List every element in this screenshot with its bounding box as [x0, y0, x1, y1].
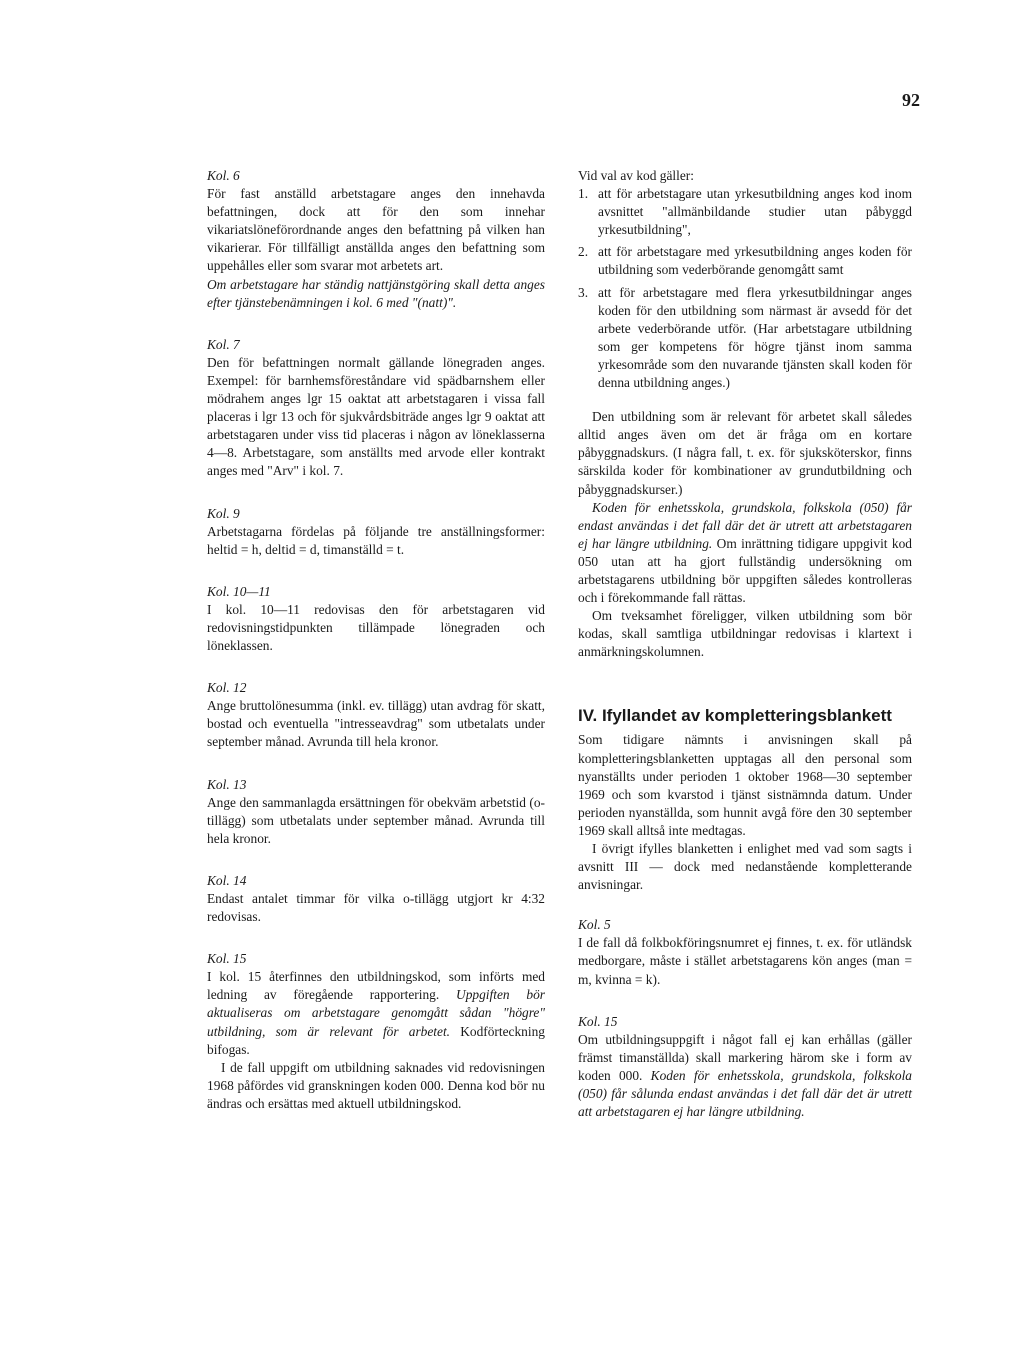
list-number: 2. — [578, 244, 589, 260]
body-text: Som tidigare nämnts i anvisningen skall på kompletteringsblanketten upptagas all den personal som nyanställts under perioden 1 oktober 1968—30 september 1969 och som kvarstod i tjänst sistnämnda datum. Under perioden nyanställda, som hunnit avgå före den 30 september 1969 skall alltså inte medtagas. — [578, 732, 912, 838]
paragraph — [578, 499, 912, 608]
body-text: I kol. 10—11 redovisas den för arbetstagaren vid redovisningstidpunkten tillämpade lönegraden och löneklassen. — [207, 601, 545, 654]
body-text: Om utbildningsuppgift i något fall ej kan erhållas (gäller främst timanställda) skall markering härom ske i form av koden 000. — [578, 1031, 912, 1083]
body-text: I de fall då folkbokföringsnumret ej finnes, t. ex. för utländsk medborgare, måste i stället arbetstagarens kön anges (man = m, kvinna = k). — [578, 935, 912, 987]
kol-section — [578, 916, 912, 988]
list-number: 1. — [578, 186, 589, 202]
paragraph — [207, 523, 545, 559]
kol-heading: Kol. 7 — [207, 336, 240, 352]
paragraph — [578, 840, 912, 894]
body-text: Ange den sammanlagda ersättningen för obekväm arbetstid (o-tillägg) som utbetalats under september månad. Avrunda till hela kronor. — [207, 794, 545, 846]
kol-section — [207, 167, 545, 312]
paragraph — [207, 276, 545, 312]
paragraph — [207, 601, 545, 655]
section-title: IV. Ifyllandet av kompletteringsblankett — [578, 706, 892, 726]
code-rules-list — [578, 185, 912, 392]
kol-section — [207, 872, 545, 926]
left-column — [207, 167, 545, 1137]
paragraph — [207, 185, 545, 275]
paragraph — [578, 731, 912, 840]
kol-heading: Kol. 15 — [207, 951, 247, 967]
italic-text: Koden för enhetsskola, grundskola, folkskola (050) får endast användas i det fall där det är utrett att arbetstagaren ej har längre utbildning. — [578, 499, 912, 551]
body-text: I övrigt ifylles blanketten i enlighet med vad som sagts i avsnitt III — dock med nedanstående kompletterande anvisningar. — [578, 841, 912, 893]
body-text: I de fall uppgift om utbildning saknades vid redovisningen 1968 påfördes vid granskningen koden 000. Denna kod bör nu ändras och ersättas med aktuell utbildningskod. — [207, 1059, 545, 1111]
kol-heading: Kol. 13 — [207, 776, 247, 792]
page-number: 92 — [902, 90, 920, 110]
section-paragraphs — [578, 731, 912, 894]
list-item — [578, 284, 912, 393]
body-text: Ange bruttolönesumma (inkl. ev. tillägg) utan avdrag för skatt, bostad och eventuella "intresseavdrag" som utbetalats under september månad. Avrunda till hela kronor. — [207, 698, 545, 750]
italic-text: Uppgiften bör aktualiseras om arbetstagare genomgått sådan "högre" utbildning, som är relevant för arbetet. — [207, 987, 545, 1039]
code-rules-intro: Vid val av kod gäller: — [578, 168, 694, 183]
paragraph — [207, 890, 545, 926]
paragraph — [578, 607, 912, 661]
kol-section — [207, 505, 545, 559]
body-text: För fast anställd arbetstagare anges den innehavda befattningen, dock att för den som innehar vikariatslöneförordnande anges den befattning på vilken han vikarierar. För tillfälligt anställda anges den befattning som uppehålles eller som svarar mot arbetets art. — [207, 186, 545, 274]
paragraph — [207, 697, 545, 751]
kol-section — [207, 776, 545, 848]
body-text: Kodförteckning bifogas. — [207, 1023, 545, 1057]
kol-heading: Kol. 14 — [207, 872, 247, 888]
body-text: Om tveksamhet föreligger, vilken utbildning som bör kodas, skall samtliga utbildningar redovisas i klartext i anmärkningskolumnen. — [578, 608, 912, 660]
paragraph — [207, 794, 545, 848]
kol-section — [207, 679, 545, 751]
list-text: att för arbetstagare utan yrkesutbildning anges kod inom avsnittet "allmänbildande studier utan påbyggd yrkesutbildning", — [598, 186, 912, 238]
paragraph — [578, 934, 912, 988]
supplementary-columns — [578, 916, 912, 1121]
italic-text: Om arbetstagare har ständig nattjänstgöring skall detta anges efter tjänstebenämningen i kol. 6 med "(natt)". — [207, 276, 545, 310]
paragraph — [207, 1059, 545, 1113]
paragraph — [207, 354, 545, 481]
kol-heading: Kol. 5 — [578, 917, 611, 933]
kol-section — [207, 336, 545, 481]
body-text: Om inrättning tidigare uppgivit kod 050 utan att ha gjort fullständig undersökning om arbetstagarens utbildning bör uppgiften således kontrolleras och i förekommande fall rättas. — [578, 535, 912, 606]
paragraph — [207, 968, 545, 1058]
body-text: Endast antalet timmar för vilka o-tillägg utgjort kr 4:32 redovisas. — [207, 891, 545, 925]
kol-section — [207, 583, 545, 655]
kol-heading: Kol. 10—11 — [207, 583, 271, 599]
education-paragraphs — [578, 408, 912, 661]
list-item — [578, 243, 912, 279]
list-item — [578, 185, 912, 239]
list-text: att för arbetstagare med yrkesutbildning anges koden för utbildning som vederbörande genomgått samt — [598, 244, 912, 278]
body-text: I kol. 15 återfinnes den utbildningskod, som införts med ledning av föregående rapportering. — [207, 969, 545, 1003]
right-column — [578, 167, 912, 1145]
kol-heading: Kol. 9 — [207, 505, 240, 521]
list-text: att för arbetstagare med flera yrkesutbildningar anges koden för den utbildning som närmast är avsedd för det arbete vederbörande utför. (Har arbetstagare utbildning som ger kompetens för högre tjänst inom samma yrkesområde som den nuvarande tjänsten skall koden för denna utbildning anges.) — [598, 284, 912, 391]
italic-text: Koden för enhetsskola, grundskola, folkskola (050) får sålunda endast användas i det fall där det är utrett att arbetstagaren ej har längre utbildning. — [578, 1067, 912, 1120]
kol-heading: Kol. 6 — [207, 168, 240, 183]
paragraph — [578, 1031, 912, 1121]
kol-heading: Kol. 15 — [578, 1013, 618, 1029]
body-text: Arbetstagarna fördelas på följande tre anställningsformer: heltid = h, deltid = d, timanställd = t. — [207, 523, 545, 557]
list-number: 3. — [578, 284, 589, 300]
body-text: Den utbildning som är relevant för arbetet skall således alltid anges även om det är fråga om en kortare påbyggnadskurs. (I några fall, t. ex. för sjuksköterskor, finns särskilda koder för kombinationer av grundutbildning och påbyggnadskurser.) — [578, 409, 912, 497]
body-text: Den för befattningen normalt gällande lönegraden anges. Exempel: för barnhemsföreståndare vid spädbarnshem eller mödrahem anges lgr 15 oaktat att arbetstagaren i vissa fall placeras i lgr 13 och för sjukvårdsbiträde anges lgr 9 oaktat att arbetstagaren under viss tid placeras i någon av löneklasserna 4—8. Arbetstagare, som anställts med arvode eller kontrakt anges med "Arv" i kol. 7. — [207, 354, 545, 479]
kol-section — [207, 950, 545, 1113]
kol-heading: Kol. 12 — [207, 680, 247, 696]
kol-section — [578, 1013, 912, 1122]
paragraph — [578, 408, 912, 498]
